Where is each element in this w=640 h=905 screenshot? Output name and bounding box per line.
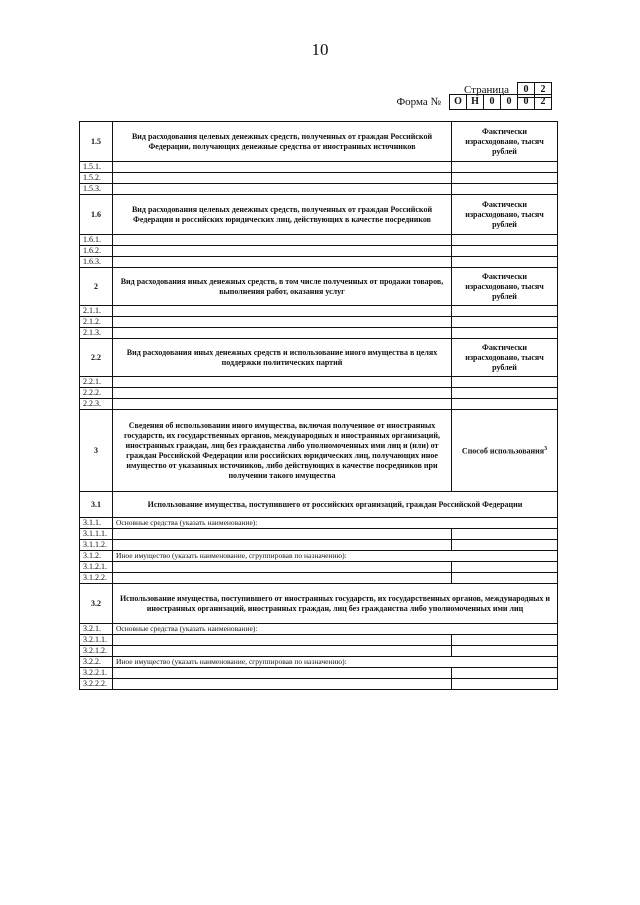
subsection-row — [80, 551, 558, 562]
row-number: 1.6.1. — [80, 235, 113, 246]
form-code-char: 2 — [534, 94, 552, 110]
section-number: 3.1 — [80, 492, 113, 518]
description-cell[interactable] — [113, 184, 452, 195]
description-cell[interactable] — [113, 246, 452, 257]
description-cell[interactable] — [113, 388, 452, 399]
footnote-marker: 3 — [544, 446, 548, 453]
description-cell[interactable] — [113, 173, 452, 184]
row-number: 3.2.2.1. — [80, 668, 113, 679]
form-code-char: Н — [466, 94, 484, 110]
table-row — [80, 377, 558, 388]
table-row — [80, 668, 558, 679]
section-number: 2.2 — [80, 339, 113, 377]
table-row — [80, 635, 558, 646]
section-title: Вид расходования целевых денежных средств, полученных от граждан Российской Федерации и российских юридических лиц, действующих в качестве посредников — [113, 195, 452, 235]
form-indicator — [396, 93, 552, 111]
row-number: 3.1.1. — [80, 518, 113, 529]
section-header-3 — [80, 410, 558, 492]
page-label: Страница — [463, 84, 509, 97]
section-header-1-5 — [80, 122, 558, 162]
amount-cell[interactable] — [452, 235, 558, 246]
description-cell[interactable] — [113, 328, 452, 339]
description-cell[interactable] — [113, 399, 452, 410]
subsection-label: Основные средства (указать наименование): — [113, 624, 558, 635]
table-row — [80, 679, 558, 690]
row-number: 1.5.2. — [80, 173, 113, 184]
table-row — [80, 306, 558, 317]
description-cell[interactable] — [113, 306, 452, 317]
report-table — [79, 121, 558, 690]
description-cell[interactable] — [113, 562, 452, 573]
row-number: 2.2.1. — [80, 377, 113, 388]
table-row — [80, 235, 558, 246]
amount-cell[interactable] — [452, 162, 558, 173]
column-header-amount: Фактически израсходовано, тысяч рублей — [452, 268, 558, 306]
amount-cell[interactable] — [452, 399, 558, 410]
row-number: 3.1.2.2. — [80, 573, 113, 584]
amount-cell[interactable] — [452, 184, 558, 195]
section-number: 3 — [80, 410, 113, 492]
section-header-3-1 — [80, 492, 558, 518]
description-cell[interactable] — [113, 668, 452, 679]
row-number: 1.5.1. — [80, 162, 113, 173]
amount-cell[interactable] — [452, 257, 558, 268]
table-row — [80, 257, 558, 268]
method-cell[interactable] — [452, 529, 558, 540]
table-row — [80, 529, 558, 540]
table-row — [80, 162, 558, 173]
form-code-char: О — [449, 94, 467, 110]
description-cell[interactable] — [113, 377, 452, 388]
table-row — [80, 328, 558, 339]
row-number: 1.6.2. — [80, 246, 113, 257]
subsection-row — [80, 624, 558, 635]
section-number: 1.6 — [80, 195, 113, 235]
table-row — [80, 646, 558, 657]
method-cell[interactable] — [452, 646, 558, 657]
form-code — [449, 94, 552, 110]
section-header-1-6 — [80, 195, 558, 235]
section-header-2-2 — [80, 339, 558, 377]
form-code-char: 0 — [500, 94, 518, 110]
subsection-label: Иное имущество (указать наименование, сгруппировав по назначению): — [113, 551, 558, 562]
row-number: 3.1.2.1. — [80, 562, 113, 573]
section-title: Вид расходования иных денежных средств и использование иного имущества в целях поддержки политических партий — [113, 339, 452, 377]
amount-cell[interactable] — [452, 306, 558, 317]
description-cell[interactable] — [113, 540, 452, 551]
row-number: 3.1.1.1. — [80, 529, 113, 540]
amount-cell[interactable] — [452, 173, 558, 184]
row-number: 2.2.2. — [80, 388, 113, 399]
row-number: 3.2.2. — [80, 657, 113, 668]
column-header-amount: Фактически израсходовано, тысяч рублей — [452, 122, 558, 162]
method-cell[interactable] — [452, 668, 558, 679]
section-number: 2 — [80, 268, 113, 306]
row-number: 1.6.3. — [80, 257, 113, 268]
subsection-label: Иное имущество (указать наименование, сгруппировав по назначению): — [113, 657, 558, 668]
section-title: Вид расходования иных денежных средств, в том числе полученных от продажи товаров, выполнения работ, оказания услуг — [113, 268, 452, 306]
table-row — [80, 388, 558, 399]
section-header-3-2 — [80, 584, 558, 624]
column-header-amount: Фактически израсходовано, тысяч рублей — [452, 339, 558, 377]
page-digit: 0 — [517, 82, 535, 98]
form-code-char: 0 — [483, 94, 501, 110]
table-row — [80, 540, 558, 551]
row-number: 2.1.2. — [80, 317, 113, 328]
page-digit: 2 — [534, 82, 552, 98]
description-cell[interactable] — [113, 573, 452, 584]
description-cell[interactable] — [113, 529, 452, 540]
row-number: 2.1.3. — [80, 328, 113, 339]
amount-cell[interactable] — [452, 388, 558, 399]
method-cell[interactable] — [452, 679, 558, 690]
amount-cell[interactable] — [452, 317, 558, 328]
row-number: 3.2.1.1. — [80, 635, 113, 646]
description-cell[interactable] — [113, 162, 452, 173]
table-row — [80, 173, 558, 184]
description-cell[interactable] — [113, 679, 452, 690]
description-cell[interactable] — [113, 257, 452, 268]
table-row — [80, 246, 558, 257]
method-cell[interactable] — [452, 540, 558, 551]
section-title: Использование имущества, поступившего от иностранных государств, их государственных органов, международных и иностранных организаций, иностранных граждан, лиц без гражданства либо уполномоченных ими лиц — [113, 584, 558, 624]
row-number: 3.2.2.2. — [80, 679, 113, 690]
table-row — [80, 573, 558, 584]
row-number: 3.1.2. — [80, 551, 113, 562]
row-number: 2.2.3. — [80, 399, 113, 410]
section-title: Сведения об использовании иного имущества, включая полученное от иностранных государств, их государственных органов, международных и иностранных организаций, иностранных граждан, лиц без гражданства либо уполномоченных ими лиц и (или) от граждан Российской Федерации или российских юридических лиц, получающих иное имущество от указанных источников, либо действующих в качестве посредников при получении такого имущества — [113, 410, 452, 492]
column-header-amount: Фактически израсходовано, тысяч рублей — [452, 195, 558, 235]
description-cell[interactable] — [113, 635, 452, 646]
row-number: 3.2.1.2. — [80, 646, 113, 657]
amount-cell[interactable] — [452, 328, 558, 339]
section-number: 3.2 — [80, 584, 113, 624]
method-label: Способ использования — [461, 446, 545, 456]
table-row — [80, 184, 558, 195]
table-row — [80, 562, 558, 573]
section-title: Вид расходования целевых денежных средств, полученных от граждан Российской Федерации, получающих денежные средства от иностранных источников — [113, 122, 452, 162]
subsection-label: Основные средства (указать наименование): — [113, 518, 558, 529]
subsection-row — [80, 657, 558, 668]
table-row — [80, 399, 558, 410]
section-title: Использование имущества, поступившего от российских организаций, граждан Российской Федерации — [113, 492, 558, 518]
amount-cell[interactable] — [452, 246, 558, 257]
row-number: 3.2.1. — [80, 624, 113, 635]
description-cell[interactable] — [113, 235, 452, 246]
row-number: 2.1.1. — [80, 306, 113, 317]
row-number: 1.5.3. — [80, 184, 113, 195]
page-number: 10 — [311, 40, 329, 59]
table-row — [80, 317, 558, 328]
section-number: 1.5 — [80, 122, 113, 162]
method-cell[interactable] — [452, 562, 558, 573]
method-cell[interactable] — [452, 573, 558, 584]
form-label: Форма № — [396, 96, 441, 109]
form-code-char: 0 — [517, 94, 535, 110]
section-header-2 — [80, 268, 558, 306]
description-cell[interactable] — [113, 646, 452, 657]
column-header-method — [452, 410, 558, 492]
amount-cell[interactable] — [452, 377, 558, 388]
method-cell[interactable] — [452, 635, 558, 646]
description-cell[interactable] — [113, 317, 452, 328]
subsection-row — [80, 518, 558, 529]
row-number: 3.1.1.2. — [80, 540, 113, 551]
